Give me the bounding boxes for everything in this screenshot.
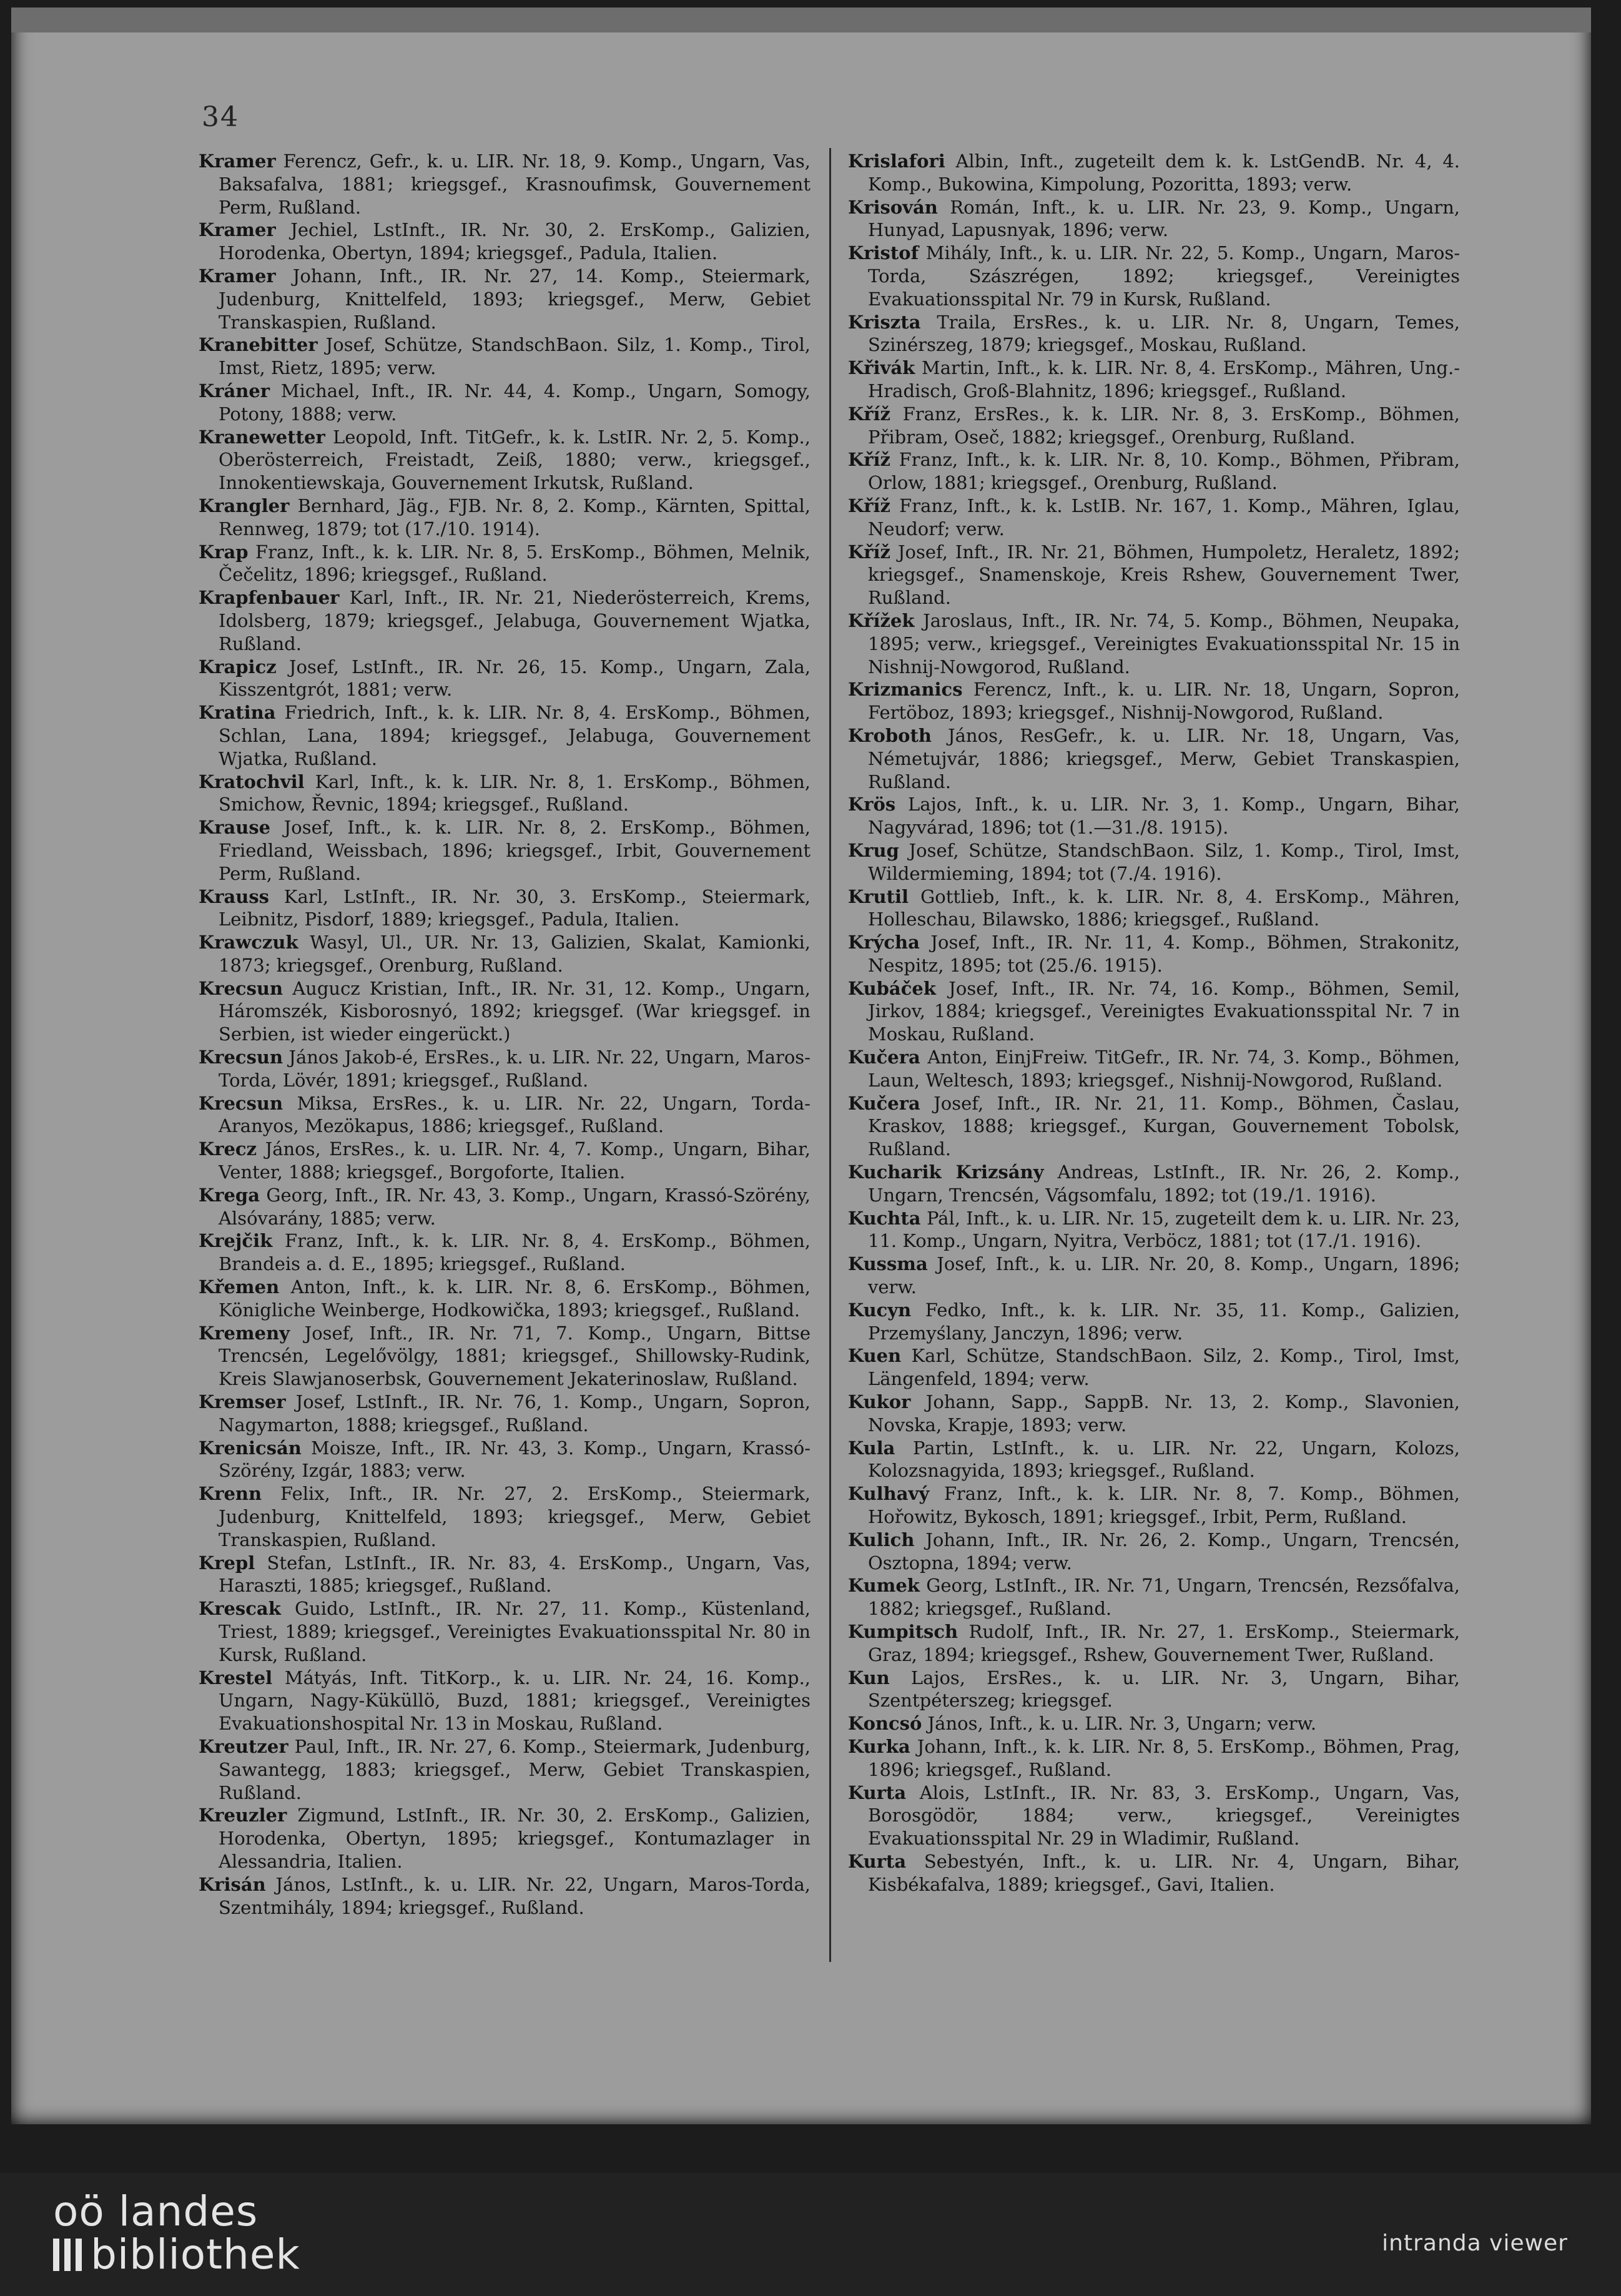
list-item: Krap Franz, Inft., k. k. LIR. Nr. 8, 5. ErsKomp., Böhmen, Melnik, Čečelitz, 1896; kriegsgef., Rußland. [199, 541, 810, 586]
list-item: Krecz János, ErsRes., k. u. LIR. Nr. 4, 7. Komp., Ungarn, Bihar, Venter, 1888; kriegsgef., Borgoforte, Italien. [199, 1138, 810, 1183]
list-item: Kussma Josef, Inft., k. u. LIR. Nr. 20, 8. Komp., Ungarn, 1896; verw. [848, 1253, 1460, 1298]
list-item: Kun Lajos, ErsRes., k. u. LIR. Nr. 3, Ungarn, Bihar, Szentpéterszeg; kriegsgef. [848, 1667, 1460, 1712]
page-number: 34 [202, 101, 239, 133]
list-item: Kroboth János, ResGefr., k. u. LIR. Nr. 18, Ungarn, Vas, Németujvár, 1886; kriegsgef., Merw, Gebiet Transkaspien, Rußland. [848, 724, 1460, 792]
list-item: Kurta Alois, LstInft., IR. Nr. 83, 3. ErsKomp., Ungarn, Vas, Borosgödör, 1884; verw., kriegsgef., Vereinigtes Evakuationsspital Nr. 29 in Wladimir, Rußland. [848, 1781, 1460, 1850]
list-item: Krenn Felix, Inft., IR. Nr. 27, 2. ErsKomp., Steiermark, Judenburg, Knittelfeld, 1893; kriegsgef., Merw, Gebiet Transkaspien, Rußland. [199, 1483, 810, 1550]
list-item: Kubáček Josef, Inft., IR. Nr. 74, 16. Komp., Böhmen, Semil, Jirkov, 1884; kriegsgef., Vereinigtes Evakuationsspital Nr. 7 in Moskau, Rußland. [848, 977, 1460, 1045]
list-item: Kříž Franz, Inft., k. k. LstIB. Nr. 167, 1. Komp., Mähren, Iglau, Neudorf; verw. [848, 495, 1460, 540]
logo-text-top: oö landes [53, 2187, 259, 2235]
list-item: Kuchta Pál, Inft., k. u. LIR. Nr. 15, zugeteilt dem k. u. LIR. Nr. 23, 11. Komp., Ungarn, Nyitra, Verböcz, 1881; tot (17./1. 1916). [848, 1207, 1460, 1252]
list-item: Kriszta Traila, ErsRes., k. u. LIR. Nr. 8, Ungarn, Temes, Szinérszeg, 1879; kriegsgef., Moskau, Rußland. [848, 311, 1460, 356]
library-logo[interactable] [53, 2187, 300, 2279]
list-item: Kukor Johann, Sapp., SappB. Nr. 13, 2. Komp., Slavonien, Novska, Krapje, 1893; verw. [848, 1391, 1460, 1436]
list-item: Krauss Karl, LstInft., IR. Nr. 30, 3. ErsKomp., Steiermark, Leibnitz, Pisdorf, 1889; kriegsgef., Padula, Italien. [199, 885, 810, 930]
scanned-page [11, 7, 1591, 2124]
list-item: Kříž Franz, Inft., k. k. LIR. Nr. 8, 10. Komp., Böhmen, Přibram, Orlow, 1881; kriegsgef., Orenburg, Rußland. [848, 449, 1460, 494]
list-item: Kranewetter Leopold, Inft. TitGefr., k. k. LstIR. Nr. 2, 5. Komp., Oberösterreich, Freistadt, Zeiß, 1880; verw., kriegsgef., Innokentiewskaja, Gouvernement Irkutsk, Rußland. [199, 426, 810, 494]
list-item: Krecsun János Jakob-é, ErsRes., k. u. LIR. Nr. 22, Ungarn, Maros-Torda, Lövér, 1891; kriegsgef., Rußland. [199, 1047, 810, 1091]
list-item: Křemen Anton, Inft., k. k. LIR. Nr. 8, 6. ErsKomp., Böhmen, Königliche Weinberge, Hodkowička, 1893; kriegsgef., Rußland. [199, 1276, 810, 1321]
list-item: Kratina Friedrich, Inft., k. k. LIR. Nr. 8, 4. ErsKomp., Böhmen, Schlan, Lana, 1894; kriegsgef., Jelabuga, Gouvernement Wjatka, Rußland. [199, 702, 810, 769]
list-item: Krepl Stefan, LstInft., IR. Nr. 83, 4. ErsKomp., Ungarn, Vas, Haraszti, 1885; kriegsgef., Rußland. [199, 1552, 810, 1597]
list-item: Krangler Bernhard, Jäg., FJB. Nr. 8, 2. Komp., Kärnten, Spittal, Rennweg, 1879; tot (17./10. 1914). [199, 495, 810, 540]
viewer-brand-link[interactable]: intranda viewer [1382, 2230, 1568, 2256]
list-item: Krega Georg, Inft., IR. Nr. 43, 3. Komp., Ungarn, Krassó-Szörény, Alsóvarány, 1885; verw. [199, 1184, 810, 1229]
list-item: Krug Josef, Schütze, StandschBaon. Silz, 1. Komp., Tirol, Imst, Wildermieming, 1894; tot (7./4. 1916). [848, 839, 1460, 884]
list-item: Kuen Karl, Schütze, StandschBaon. Silz, 2. Komp., Tirol, Imst, Längenfeld, 1894; verw. [848, 1345, 1460, 1390]
list-item: Krestel Mátyás, Inft. TitKorp., k. u. LIR. Nr. 24, 16. Komp., Ungarn, Nagy-Küküllö, Buzd, 1881; kriegsgef., Vereinigtes Evakuationshospital Nr. 13 in Moskau, Rußland. [199, 1667, 810, 1735]
list-item: Krýcha Josef, Inft., IR. Nr. 11, 4. Komp., Böhmen, Strakonitz, Nespitz, 1895; tot (25./6. 1915). [848, 932, 1460, 976]
list-item: Kříž Josef, Inft., IR. Nr. 21, Böhmen, Humpoletz, Heraletz, 1892; kriegsgef., Snamenskoje, Kreis Rshew, Gouvernement Twer, Rußland. [848, 541, 1460, 609]
logo-bars-icon [53, 2239, 82, 2271]
list-item: Kranebitter Josef, Schütze, StandschBaon. Silz, 1. Komp., Tirol, Imst, Rietz, 1895; verw. [199, 334, 810, 379]
list-item: Kučera Anton, EinjFreiw. TitGefr., IR. Nr. 74, 3. Komp., Böhmen, Laun, Weltesch, 1893; kriegsgef., Nishnij-Nowgorod, Rußland. [848, 1047, 1460, 1091]
list-item: Kremser Josef, LstInft., IR. Nr. 76, 1. Komp., Ungarn, Sopron, Nagymarton, 1888; kriegsgef., Rußland. [199, 1391, 810, 1436]
list-item: Kumpitsch Rudolf, Inft., IR. Nr. 27, 1. ErsKomp., Steiermark, Graz, 1894; kriegsgef., Rshew, Gouvernement Twer, Rußland. [848, 1621, 1460, 1665]
list-item: Kurka Johann, Inft., k. k. LIR. Nr. 8, 5. ErsKomp., Böhmen, Prag, 1896; kriegsgef., Rußland. [848, 1735, 1460, 1780]
list-item: Kratochvil Karl, Inft., k. k. LIR. Nr. 8, 1. ErsKomp., Böhmen, Smichow, Řevnic, 1894; kriegsgef., Rußland. [199, 771, 810, 815]
list-item: Kulhavý Franz, Inft., k. k. LIR. Nr. 8, 7. Komp., Böhmen, Hořowitz, Bykosch, 1891; kriegsgef., Irbit, Perm, Rußland. [848, 1483, 1460, 1528]
list-item: Krejčik Franz, Inft., k. k. LIR. Nr. 8, 4. ErsKomp., Böhmen, Brandeis a. d. E., 1895; kriegsgef., Rußland. [199, 1230, 810, 1275]
logo-text-bottom [53, 2230, 300, 2279]
list-item: Krislafori Albin, Inft., zugeteilt dem k. k. LstGendB. Nr. 4, 4. Komp., Bukowina, Kimpolung, Pozoritta, 1893; verw. [848, 150, 1460, 195]
list-item: Krescak Guido, LstInft., IR. Nr. 27, 11. Komp., Küstenland, Triest, 1889; kriegsgef., Vereinigtes Evakuationsspital Nr. 80 in Kursk, Rußland. [199, 1598, 810, 1665]
list-item: Kučera Josef, Inft., IR. Nr. 21, 11. Komp., Böhmen, Časlau, Kraskov, 1888; kriegsgef., Kurgan, Gouvernement Tobolsk, Rußland. [848, 1092, 1460, 1160]
list-item: Kreutzer Paul, Inft., IR. Nr. 27, 6. Komp., Steiermark, Judenburg, Sawantegg, 1883; kriegsgef., Merw, Gebiet Transkaspien, Rußland. [199, 1735, 810, 1803]
list-item: Kucharik Krizsány Andreas, LstInft., IR. Nr. 26, 2. Komp., Ungarn, Trencsén, Vágsomfalu, 1892; tot (19./1. 1916). [848, 1161, 1460, 1206]
list-item: Krös Lajos, Inft., k. u. LIR. Nr. 3, 1. Komp., Ungarn, Bihar, Nagyvárad, 1896; tot (1.—31./8. 1915). [848, 794, 1460, 839]
list-item: Krapfenbauer Karl, Inft., IR. Nr. 21, Niederösterreich, Krems, Idolsberg, 1879; kriegsgef., Jelabuga, Gouvernement Wjatka, Rußland. [199, 587, 810, 654]
list-item: Kramer Jechiel, LstInft., IR. Nr. 30, 2. ErsKomp., Galizien, Horodenka, Obertyn, 1894; kriegsgef., Padula, Italien. [199, 219, 810, 264]
list-item: Krawczuk Wasyl, Ul., UR. Nr. 13, Galizien, Skalat, Kamionki, 1873; kriegsgef., Orenburg, Rußland. [199, 932, 810, 976]
right-column [848, 150, 1460, 1973]
list-item: Křížek Jaroslaus, Inft., IR. Nr. 74, 5. Komp., Böhmen, Neupaka, 1895; verw., kriegsgef., Vereinigtes Evakuationsspital Nr. 15 in Nishnij-Nowgorod, Rußland. [848, 609, 1460, 677]
list-item: Krisán János, LstInft., k. u. LIR. Nr. 22, Ungarn, Maros-Torda, Szentmihály, 1894; kriegsgef., Rußland. [199, 1873, 810, 1918]
list-item: Krause Josef, Inft., k. k. LIR. Nr. 8, 2. ErsKomp., Böhmen, Friedland, Weissbach, 1896; kriegsgef., Irbit, Gouvernement Perm, Rußland. [199, 817, 810, 884]
list-item: Kristof Mihály, Inft., k. u. LIR. Nr. 22, 5. Komp., Ungarn, Maros-Torda, Szászrégen, 1892; kriegsgef., Vereinigtes Evakuationsspital Nr. 79 in Kursk, Rußland. [848, 242, 1460, 310]
left-column [199, 150, 810, 1973]
list-item: Kucyn Fedko, Inft., k. k. LIR. Nr. 35, 11. Komp., Galizien, Przemyślany, Janczyn, 1896; verw. [848, 1299, 1460, 1344]
list-item: Krutil Gottlieb, Inft., k. k. LIR. Nr. 8, 4. ErsKomp., Mähren, Holleschau, Bilawsko, 1886; kriegsgef., Rußland. [848, 885, 1460, 930]
list-item: Krecsun Augucz Kristian, Inft., IR. Nr. 31, 12. Komp., Ungarn, Háromszék, Kisborosnyó, 1892; kriegsgef. (War kriegsgef. in Serbien, ist wieder eingerückt.) [199, 977, 810, 1045]
list-item: Krenicsán Moisze, Inft., IR. Nr. 43, 3. Komp., Ungarn, Krassó-Szörény, Izgár, 1883; verw. [199, 1437, 810, 1482]
list-item: Kráner Michael, Inft., IR. Nr. 44, 4. Komp., Ungarn, Somogy, Potony, 1888; verw. [199, 380, 810, 425]
logo-text-bibliothek: bibliothek [91, 2230, 300, 2279]
list-item: Kula Partin, LstInft., k. u. LIR. Nr. 22, Ungarn, Kolozs, Kolozsnagyida, 1893; kriegsgef., Rußland. [848, 1437, 1460, 1482]
list-item: Kreuzler Zigmund, LstInft., IR. Nr. 30, 2. ErsKomp., Galizien, Horodenka, Obertyn, 1895; kriegsgef., Kontumazlager in Alessandria, Italien. [199, 1805, 810, 1872]
list-item: Kurta Sebestyén, Inft., k. u. LIR. Nr. 4, Ungarn, Bihar, Kisbékafalva, 1889; kriegsgef., Gavi, Italien. [848, 1850, 1460, 1895]
viewer-footer [0, 2173, 1621, 2296]
list-item: Krisován Román, Inft., k. u. LIR. Nr. 23, 9. Komp., Ungarn, Hunyad, Lapusnyak, 1896; verw. [848, 196, 1460, 241]
list-item: Krapicz Josef, LstInft., IR. Nr. 26, 15. Komp., Ungarn, Zala, Kisszentgrót, 1881; verw. [199, 656, 810, 701]
list-item: Koncsó János, Inft., k. u. LIR. Nr. 3, Ungarn; verw. [848, 1713, 1317, 1735]
list-item: Kulich Johann, Inft., IR. Nr. 26, 2. Komp., Ungarn, Trencsén, Osztopna, 1894; verw. [848, 1529, 1460, 1574]
list-item: Krecsun Miksa, ErsRes., k. u. LIR. Nr. 22, Ungarn, Torda-Aranyos, Mezökapus, 1886; kriegsgef., Rußland. [199, 1092, 810, 1137]
list-item: Kříž Franz, ErsRes., k. k. LIR. Nr. 8, 3. ErsKomp., Böhmen, Přibram, Oseč, 1882; kriegsgef., Orenburg, Rußland. [848, 403, 1460, 448]
column-divider [829, 148, 831, 1962]
list-item: Kramer Johann, Inft., IR. Nr. 27, 14. Komp., Steiermark, Judenburg, Knittelfeld, 1893; kriegsgef., Merw, Gebiet Transkaspien, Rußland. [199, 265, 810, 333]
list-item: Křivák Martin, Inft., k. k. LIR. Nr. 8, 4. ErsKomp., Mähren, Ung.-Hradisch, Groß-Blahnitz, 1896; kriegsgef., Rußland. [848, 357, 1460, 402]
list-item: Krizmanics Ferencz, Inft., k. u. LIR. Nr. 18, Ungarn, Sopron, Fertöboz, 1893; kriegsgef., Nishnij-Nowgorod, Rußland. [848, 679, 1460, 724]
list-item: Kremeny Josef, Inft., IR. Nr. 71, 7. Komp., Ungarn, Bittse Trencsén, Legelővölgy, 1881; kriegsgef., Shillowsky-Rudink, Kreis Slawjanoserbsk, Gouvernement Jekaterinoslaw, Rußland. [199, 1322, 810, 1390]
list-item: Kramer Ferencz, Gefr., k. u. LIR. Nr. 18, 9. Komp., Ungarn, Vas, Baksafalva, 1881; kriegsgef., Krasnoufimsk, Gouvernement Perm, Rußland. [199, 150, 810, 218]
list-item: Kumek Georg, LstInft., IR. Nr. 71, Ungarn, Trencsén, Rezsőfalva, 1882; kriegsgef., Rußland. [848, 1575, 1460, 1620]
